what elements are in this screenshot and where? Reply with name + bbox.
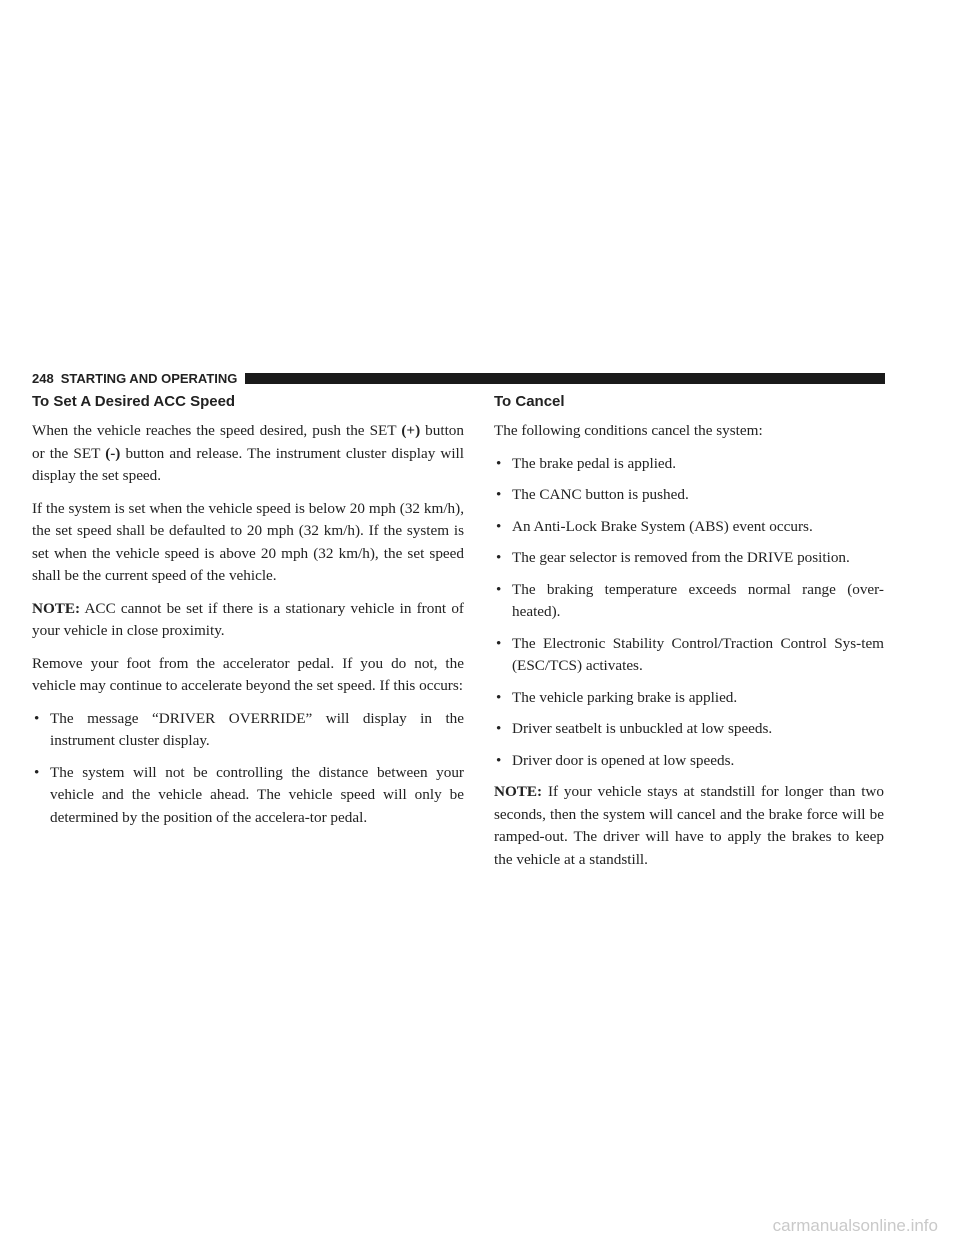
note-text: If your vehicle stays at standstill for longer than two seconds, then the system will cancel and the brake force will be ramped-out. The driver will have to apply the brakes to keep the vehicle at a standstill. — [494, 783, 884, 868]
cancel-bullet-list — [494, 453, 884, 773]
list-item: • Driver door is opened at low speeds. — [494, 750, 884, 773]
right-column — [494, 393, 884, 881]
list-item: • The Electronic Stability Control/Traction Control Sys-tem (ESC/TCS) activates. — [494, 633, 884, 678]
note-stationary-vehicle — [32, 598, 464, 643]
list-item: • The vehicle parking brake is applied. — [494, 687, 884, 710]
note-text: ACC cannot be set if there is a stationary vehicle in front of your vehicle in close proximity. — [32, 599, 464, 639]
paragraph-accelerator: Remove your foot from the accelerator pedal. If you do not, the vehicle may continue to accelerate beyond the set speed. If this occurs: — [32, 654, 464, 694]
paragraph-cancel-intro: The following conditions cancel the system: — [494, 422, 763, 439]
heading-to-cancel: To Cancel — [494, 393, 565, 410]
paragraph-set-speed — [32, 420, 464, 488]
section-title: STARTING AND OPERATING — [60, 370, 238, 386]
list-item: • The system will not be controlling the distance between your vehicle and the vehicle ahead. The vehicle speed will only be determined by the position of the accelera-tor pedal. — [32, 762, 464, 830]
list-item: • Driver seatbelt is unbuckled at low speeds. — [494, 718, 884, 741]
override-bullet-list — [32, 708, 464, 830]
list-item: • An Anti-Lock Brake System (ABS) event occurs. — [494, 516, 884, 539]
heading-set-acc-speed: To Set A Desired ACC Speed — [32, 393, 236, 410]
list-item: • The message “DRIVER OVERRIDE” will display in the instrument cluster display. — [32, 708, 464, 753]
list-item: • The braking temperature exceeds normal range (over-heated). — [494, 579, 884, 624]
header-rule — [245, 373, 885, 384]
plus-button-label: (+) — [401, 422, 421, 439]
text-run: When the vehicle reaches the speed desired, push the SET — [32, 422, 402, 439]
note-label: NOTE: — [494, 783, 543, 800]
page-number: 248 — [32, 370, 54, 386]
left-column — [32, 393, 464, 838]
minus-button-label: (-) — [105, 444, 121, 462]
text-run: button or the SET — [32, 422, 464, 462]
note-standstill — [494, 781, 884, 871]
page-header — [32, 368, 885, 388]
text-run: button and release. The instrument cluster display will display the set speed. — [32, 444, 464, 484]
list-item: • The CANC button is pushed. — [494, 484, 884, 507]
list-item: • The brake pedal is applied. — [494, 453, 884, 476]
list-item: • The gear selector is removed from the DRIVE position. — [494, 547, 884, 570]
watermark: carmanualsonline.info — [772, 1216, 938, 1235]
paragraph-speed-default: If the system is set when the vehicle speed is below 20 mph (32 km/h), the set speed shall be defaulted to 20 mph (32 km/h). If the system is set when the vehicle speed is above 20 mph (32 km/h), the set speed shall be the current speed of the vehicle. — [32, 499, 464, 584]
note-label: NOTE: — [32, 599, 81, 617]
